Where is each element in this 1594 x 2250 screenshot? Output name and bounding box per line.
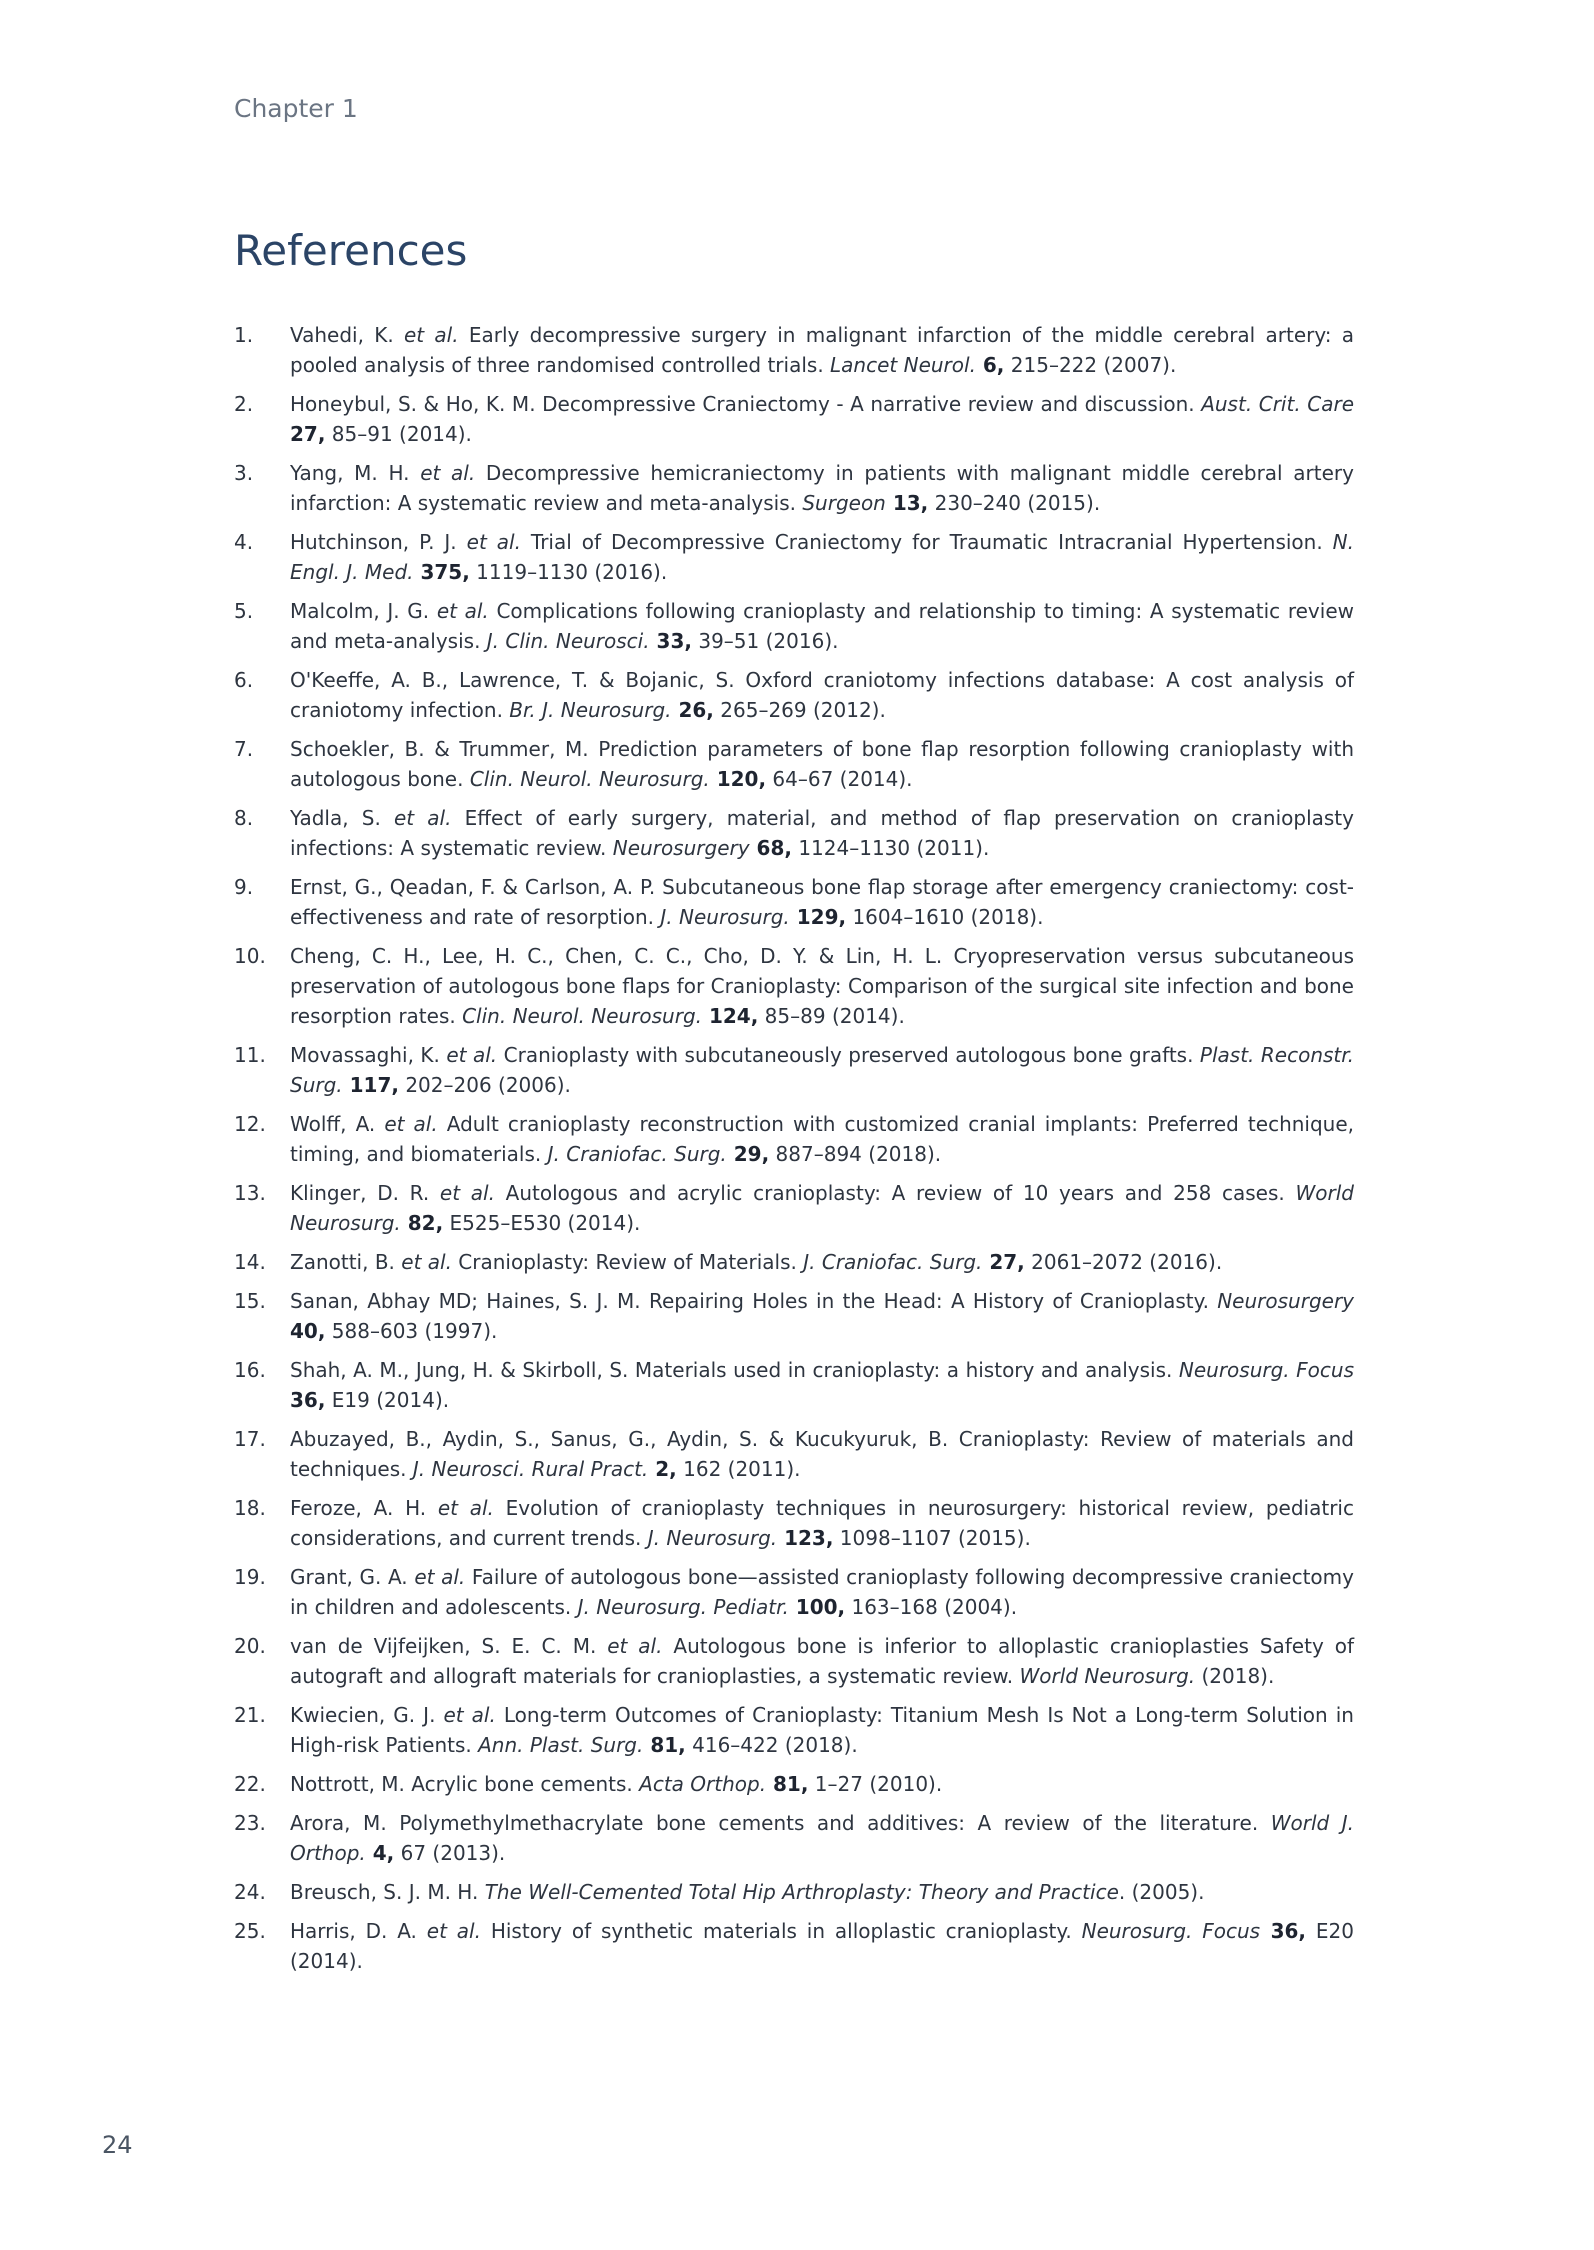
reference-volume: 27, — [982, 1250, 1025, 1274]
reference-number: 9. — [234, 875, 254, 899]
reference-text — [290, 1562, 1354, 1622]
reference-journal: Clin. Neurol. Neurosurg. — [469, 767, 710, 791]
reference-et-al: et al. — [393, 806, 452, 830]
reference-item — [234, 1562, 1354, 1622]
reference-item — [234, 1040, 1354, 1100]
reference-item — [234, 1631, 1354, 1691]
reference-authors: Kwiecien, G. J. — [290, 1703, 444, 1727]
reference-pages: 1124–1130 (2011). — [791, 836, 990, 860]
reference-number: 10. — [234, 944, 266, 968]
reference-item — [234, 665, 1354, 725]
reference-authors: Schoekler, B. & Trummer, M. Prediction parameters of bone flap resorption following cranioplasty with autologous bone. — [290, 737, 1354, 791]
reference-volume: 40, — [290, 1319, 326, 1343]
reference-authors: Malcolm, J. G. — [290, 599, 437, 623]
reference-number: 19. — [234, 1565, 266, 1589]
reference-item — [234, 1493, 1354, 1553]
reference-volume: 81, — [766, 1772, 809, 1796]
reference-pages: 588–603 (1997). — [325, 1319, 498, 1343]
reference-number: 18. — [234, 1496, 266, 1520]
reference-pages: 416–422 (2018). — [685, 1733, 858, 1757]
reference-text — [290, 1700, 1354, 1760]
page-number: 24 — [102, 2131, 133, 2159]
reference-et-al: et al. — [443, 1703, 496, 1727]
reference-authors: Nottrott, M. Acrylic bone cements. — [290, 1772, 640, 1796]
reference-volume: 27, — [290, 422, 326, 446]
reference-pages: 202–206 (2006). — [398, 1073, 571, 1097]
reference-volume: 6, — [975, 353, 1005, 377]
reference-et-al: et al. — [401, 1250, 452, 1274]
reference-authors: Vahedi, K. — [290, 323, 404, 347]
reference-journal: Neurosurgery — [1217, 1289, 1354, 1313]
reference-authors: Klinger, D. R. — [290, 1181, 440, 1205]
reference-volume: 26, — [671, 698, 714, 722]
reference-item — [234, 1286, 1354, 1346]
reference-title: Cranioplasty with subcutaneously preserved autologous bone grafts. — [497, 1043, 1200, 1067]
reference-authors: Zanotti, B. — [290, 1250, 402, 1274]
reference-authors: Yang, M. H. — [290, 461, 421, 485]
reference-pages: 67 (2013). — [394, 1841, 506, 1865]
reference-et-al: et al. — [439, 1181, 495, 1205]
reference-list — [234, 320, 1354, 1985]
reference-journal: J. Neurosurg. — [660, 905, 790, 929]
reference-authors: O'Keeffe, A. B., Lawrence, T. & Bojanic, S. Oxford craniotomy infections database: A cost analysis of craniotomy infection. — [290, 668, 1354, 722]
reference-number: 12. — [234, 1112, 266, 1136]
reference-item — [234, 1916, 1354, 1976]
reference-authors: Breusch, S. J. M. H. — [290, 1880, 485, 1904]
reference-number: 16. — [234, 1358, 266, 1382]
reference-authors: Arora, M. Polymethylmethacrylate bone cements and additives: A review of the literature. — [290, 1811, 1271, 1835]
reference-journal: Aust. Crit. Care — [1201, 392, 1354, 416]
reference-text — [290, 1109, 1354, 1169]
reference-journal: World Neurosurg. — [290, 1181, 1354, 1235]
reference-text — [290, 527, 1354, 587]
reference-text — [290, 1769, 1354, 1799]
reference-item — [234, 1247, 1354, 1277]
reference-pages: 1119–1130 (2016). — [469, 560, 668, 584]
reference-title: Trial of Decompressive Craniectomy for Traumatic Intracranial Hypertension. — [520, 530, 1333, 554]
reference-text — [290, 458, 1354, 518]
reference-number: 14. — [234, 1250, 266, 1274]
reference-journal: Clin. Neurol. Neurosurg. — [462, 1004, 703, 1028]
reference-volume: 120, — [709, 767, 767, 791]
reference-text — [290, 1631, 1354, 1691]
reference-volume: 123, — [777, 1526, 834, 1550]
reference-number: 1. — [234, 323, 254, 347]
reference-journal: Neurosurg. Focus — [1178, 1358, 1354, 1382]
reference-et-al: et al. — [466, 530, 521, 554]
reference-item — [234, 1355, 1354, 1415]
reference-journal: Ann. Plast. Surg. — [478, 1733, 644, 1757]
reference-text — [290, 1916, 1354, 1976]
section-title: References — [234, 226, 468, 275]
reference-title: Long-term Outcomes of Cranioplasty: Titanium Mesh Is Not a Long-term Solution in High-risk Patients. — [290, 1703, 1354, 1757]
reference-title: Autologous bone is inferior to alloplastic cranioplasties Safety of autograft and allograft materials for cranioplasties, a systematic review. — [290, 1634, 1354, 1688]
reference-et-al: et al. — [420, 461, 476, 485]
reference-pages: . (2005). — [1118, 1880, 1205, 1904]
reference-volume: 124, — [702, 1004, 759, 1028]
reference-text — [290, 1178, 1354, 1238]
reference-authors: van de Vijfeijken, S. E. C. M. — [290, 1634, 608, 1658]
reference-number: 2. — [234, 392, 254, 416]
reference-authors: Sanan, Abhay MD; Haines, S. J. M. Repairing Holes in the Head: A History of Cranioplasty. — [290, 1289, 1218, 1313]
reference-journal: Neurosurg. Focus — [1081, 1919, 1261, 1943]
reference-text — [290, 1808, 1354, 1868]
chapter-label: Chapter 1 — [234, 94, 358, 123]
reference-et-al: et al. — [404, 323, 459, 347]
reference-journal: Plast. Reconstr. Surg. — [290, 1043, 1354, 1097]
reference-journal: World Neurosurg. — [1019, 1664, 1196, 1688]
reference-title: Effect of early surgery, material, and method of flap preservation on cranioplasty infections: A systematic review. — [290, 806, 1354, 860]
reference-journal: The Well-Cemented Total Hip Arthroplasty: Theory and Practice — [484, 1880, 1119, 1904]
reference-text — [290, 1355, 1354, 1415]
reference-text — [290, 803, 1354, 863]
reference-authors: Yadla, S. — [290, 806, 394, 830]
reference-title: Autologous and acrylic cranioplasty: A review of 10 years and 258 cases. — [494, 1181, 1296, 1205]
reference-volume: 33, — [649, 629, 692, 653]
reference-journal: J. Neurosurg. Pediatr. — [577, 1595, 789, 1619]
reference-item — [234, 1769, 1354, 1799]
reference-et-al: et al. — [384, 1112, 438, 1136]
reference-title: Decompressive hemicraniectomy in patients with malignant middle cerebral artery infarction: A systematic review and meta-analysis. — [290, 461, 1354, 515]
reference-pages: 2061–2072 (2016). — [1024, 1250, 1223, 1274]
reference-authors: Hutchinson, P. J. — [290, 530, 467, 554]
reference-number: 21. — [234, 1703, 266, 1727]
reference-text — [290, 1040, 1354, 1100]
reference-number: 15. — [234, 1289, 266, 1313]
reference-pages: E525–E530 (2014). — [443, 1211, 641, 1235]
reference-pages: 85–91 (2014). — [325, 422, 472, 446]
reference-pages: 230–240 (2015). — [928, 491, 1101, 515]
reference-volume: 13, — [885, 491, 929, 515]
reference-et-al: et al. — [426, 1919, 481, 1943]
reference-title: Complications following cranioplasty and relationship to timing: A systematic review and meta-analysis. — [290, 599, 1354, 653]
reference-pages: 887–894 (2018). — [769, 1142, 942, 1166]
reference-item — [234, 941, 1354, 1031]
reference-authors: Wolff, A. — [290, 1112, 385, 1136]
reference-pages: 39–51 (2016). — [692, 629, 839, 653]
reference-journal: J. Clin. Neurosci. — [486, 629, 650, 653]
reference-journal: World J. Orthop. — [290, 1811, 1354, 1865]
reference-text — [290, 320, 1354, 380]
reference-journal: N. Engl. J. Med. — [290, 530, 1354, 584]
reference-number: 20. — [234, 1634, 266, 1658]
reference-text — [290, 872, 1354, 932]
reference-pages: 64–67 (2014). — [766, 767, 913, 791]
reference-volume: 129, — [789, 905, 847, 929]
reference-item — [234, 1700, 1354, 1760]
reference-volume: 36, — [290, 1388, 326, 1412]
reference-text — [290, 596, 1354, 656]
reference-number: 22. — [234, 1772, 266, 1796]
reference-item — [234, 734, 1354, 794]
reference-journal: Neurosurgery — [612, 836, 750, 860]
reference-pages: 215–222 (2007). — [1004, 353, 1177, 377]
reference-pages: 1098–1107 (2015). — [833, 1526, 1031, 1550]
reference-title: Adult cranioplasty reconstruction with customized cranial implants: Preferred technique, timing, and biomaterials. — [290, 1112, 1355, 1166]
reference-volume: 4, — [365, 1841, 395, 1865]
reference-pages: 85–89 (2014). — [758, 1004, 905, 1028]
reference-item — [234, 389, 1354, 449]
reference-authors: Movassaghi, K. — [290, 1043, 447, 1067]
reference-authors: Abuzayed, B., Aydin, S., Sanus, G., Aydin, S. & Kucukyuruk, B. Cranioplasty: Review of materials and techniques. — [290, 1427, 1354, 1481]
reference-item — [234, 1178, 1354, 1238]
reference-volume: 29, — [726, 1142, 770, 1166]
reference-authors: Honeybul, S. & Ho, K. M. Decompressive Craniectomy - A narrative review and discussion. — [290, 392, 1202, 416]
reference-pages: 1604–1610 (2018). — [846, 905, 1044, 929]
reference-item — [234, 1808, 1354, 1868]
reference-journal: J. Craniofac. Surg. — [803, 1250, 983, 1274]
reference-volume: 2, — [648, 1457, 677, 1481]
reference-authors: Ernst, G., Qeadan, F. & Carlson, A. P. Subcutaneous bone flap storage after emergency craniectomy: cost-effectiveness and rate of resorption. — [290, 875, 1354, 929]
reference-volume: 117, — [342, 1073, 399, 1097]
reference-et-al: et al. — [437, 1496, 494, 1520]
reference-authors: Shah, A. M., Jung, H. & Skirboll, S. Materials used in cranioplasty: a history and analysis. — [290, 1358, 1179, 1382]
reference-journal: J. Neurosci. Rural Pract. — [412, 1457, 649, 1481]
reference-item — [234, 527, 1354, 587]
reference-number: 8. — [234, 806, 254, 830]
reference-item — [234, 1424, 1354, 1484]
reference-number: 5. — [234, 599, 254, 623]
reference-pages: E19 (2014). — [325, 1388, 450, 1412]
reference-authors: Cheng, C. H., Lee, H. C., Chen, C. C., Cho, D. Y. & Lin, H. L. Cryopreservation versus subcutaneous preservation of autologous bone flaps for Cranioplasty: Comparison of the surgical site infection and bone resorption rates. — [290, 944, 1354, 1028]
reference-volume: 100, — [788, 1595, 846, 1619]
reference-number: 4. — [234, 530, 254, 554]
reference-journal: Lancet Neurol. — [830, 353, 976, 377]
reference-text — [290, 1286, 1354, 1346]
reference-number: 17. — [234, 1427, 266, 1451]
reference-item — [234, 320, 1354, 380]
reference-item — [234, 872, 1354, 932]
reference-number: 7. — [234, 737, 254, 761]
reference-et-al: et al. — [414, 1565, 466, 1589]
reference-et-al: et al. — [607, 1634, 663, 1658]
reference-volume: 81, — [643, 1733, 686, 1757]
reference-item — [234, 458, 1354, 518]
reference-text — [290, 941, 1354, 1031]
reference-authors: Harris, D. A. — [290, 1919, 427, 1943]
reference-title: Evolution of cranioplasty techniques in neurosurgery: historical review, pediatric considerations, and current trends. — [290, 1496, 1354, 1550]
reference-journal: Br. J. Neurosurg. — [509, 698, 672, 722]
reference-pages: (2018). — [1195, 1664, 1275, 1688]
reference-journal: J. Craniofac. Surg. — [547, 1142, 727, 1166]
reference-pages: E20 (2014). — [290, 1919, 1354, 1973]
reference-pages: 162 (2011). — [676, 1457, 801, 1481]
reference-number: 24. — [234, 1880, 266, 1904]
reference-text — [290, 1877, 1354, 1907]
reference-number: 3. — [234, 461, 254, 485]
reference-text — [290, 734, 1354, 794]
reference-authors: Grant, G. A. — [290, 1565, 415, 1589]
reference-et-al: et al. — [446, 1043, 498, 1067]
reference-journal: Acta Orthop. — [639, 1772, 767, 1796]
reference-title: Early decompressive surgery in malignant infarction of the middle cerebral artery: a pooled analysis of three randomised controlled trials. — [290, 323, 1354, 377]
reference-number: 23. — [234, 1811, 266, 1835]
reference-number: 11. — [234, 1043, 266, 1067]
reference-text — [290, 1247, 1354, 1277]
reference-authors: Feroze, A. H. — [290, 1496, 438, 1520]
reference-number: 13. — [234, 1181, 266, 1205]
reference-journal: J. Neurosurg. — [647, 1526, 778, 1550]
reference-volume: 82, — [400, 1211, 444, 1235]
reference-text — [290, 665, 1354, 725]
reference-pages: 265–269 (2012). — [713, 698, 886, 722]
reference-pages: 1–27 (2010). — [808, 1772, 943, 1796]
reference-item — [234, 1877, 1354, 1907]
reference-et-al: et al. — [436, 599, 489, 623]
reference-text — [290, 1493, 1354, 1553]
reference-journal: Surgeon — [802, 491, 886, 515]
reference-number: 6. — [234, 668, 254, 692]
reference-item — [234, 1109, 1354, 1169]
reference-title: Failure of autologous bone—assisted cranioplasty following decompressive craniectomy in children and adolescents. — [290, 1565, 1354, 1619]
reference-volume: 375, — [413, 560, 470, 584]
reference-title: History of synthetic materials in alloplastic cranioplasty. — [480, 1919, 1082, 1943]
reference-number: 25. — [234, 1919, 266, 1943]
reference-item — [234, 803, 1354, 863]
reference-volume: 36, — [1260, 1919, 1306, 1943]
reference-item — [234, 596, 1354, 656]
reference-title: Cranioplasty: Review of Materials. — [451, 1250, 804, 1274]
reference-pages: 163–168 (2004). — [845, 1595, 1018, 1619]
reference-text — [290, 1424, 1354, 1484]
reference-text — [290, 389, 1354, 449]
reference-volume: 68, — [749, 836, 792, 860]
